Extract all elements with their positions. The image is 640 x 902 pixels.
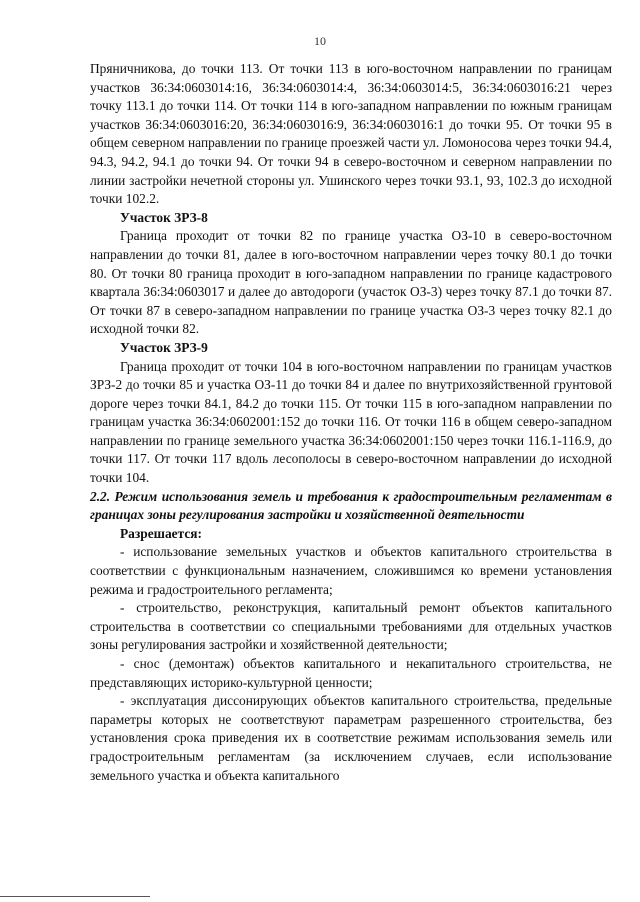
plot-title-zrz-9: Участок ЗРЗ-9 (120, 339, 208, 355)
section-heading: 2.2. Режим использования земель и требования к градостроительным регламентам в границах зоны регулирования застройки и хозяйственной деятельности (90, 488, 612, 523)
plot-description-zrz-8: Граница проходит от точки 82 по границе участка ОЗ-10 в северо-восточном направлении до точки 81, далее в юго-восточном направлении через точку 80.1 до точки 80. От точки 80 граница проходит в юго-западном направлении по границе кадастрового квартала 36:34:0603017 и далее до автодороги (участок ОЗ-3) через точку 87.1 до точки 87. От точки 87 в северо-западном направлении по границе участка ОЗ-3 через точку 82.1 до исходной точки 82. (90, 228, 612, 337)
list-item: - снос (демонтаж) объектов капитального и некапитального строительства, не представляющих историко-культурной ценности; (90, 656, 612, 690)
list-item: - строительство, реконструкция, капитальный ремонт объектов капитального строительства в соответствии со специальными требованиями для отдельных участков зоны регулирования застройки и хозяйственной деятельности; (90, 600, 612, 653)
plot-title-zrz-8: Участок ЗРЗ-8 (120, 209, 208, 225)
page-number: 10 (314, 34, 326, 48)
document-body (90, 60, 612, 785)
opening-paragraph: Пряничникова, до точки 113. От точки 113 в юго-восточном направлении по границам участков 36:34:0603014:16, 36:34:0603014:4, 36:34:0603014:5, 36:34:0603016:21 через точку 113.1 до точки 114. От точки 114 в юго-западном направлении по южным границам участков 36:34:0603016:20, 36:34:0603016:9, 36:34:0603016:1 до точки 95. От точки 95 в общем северном направлении по границе проезжей части ул. Ломоносова через точки 94.4, 94.3, 94.2, 94.1 до точки 94. От точки 94 в северо-восточном и северном направлении по линии застройки нечетной стороны ул. Ушинского через точки 93.1, 93, 102.3 до исходной точки 102.2. (90, 61, 612, 207)
allowed-label: Разрешается: (120, 525, 202, 541)
list-item: - эксплуатация диссонирующих объектов капитального строительства, предельные параметры которых не соответствуют параметрам разрешенного строительства, без установления срока приведения их в соответствие режимам использования земель или градостроительным регламентам (за исключением случаев, если использование земельного участка и объекта капитального (90, 693, 612, 783)
plot-description-zrz-9: Граница проходит от точки 104 в юго-восточном направлении по границам участков ЗРЗ-2 до точки 85 и участка ОЗ-11 до точки 84 и далее по внутрихозяйственной грунтовой дороге через точки 84.1, 84.2 до точки 115. От точки 115 в юго-западном направлении по границам участка 36:34:0602001:152 до точки 116. От точки 116 в общем северо-западном направлении по границе земельного участка 36:34:0602001:150 через точки 116.1-116.9, до точки 117. От точки 117 вдоль лесополосы в северо-восточном направлении до исходной точки 104. (90, 358, 612, 486)
bottom-scan-line (0, 896, 150, 897)
list-item: - использование земельных участков и объектов капитального строительства в соответствии с функциональным назначением, сложившимся ко времени установления режима и градостроительного регламента; (90, 544, 612, 597)
